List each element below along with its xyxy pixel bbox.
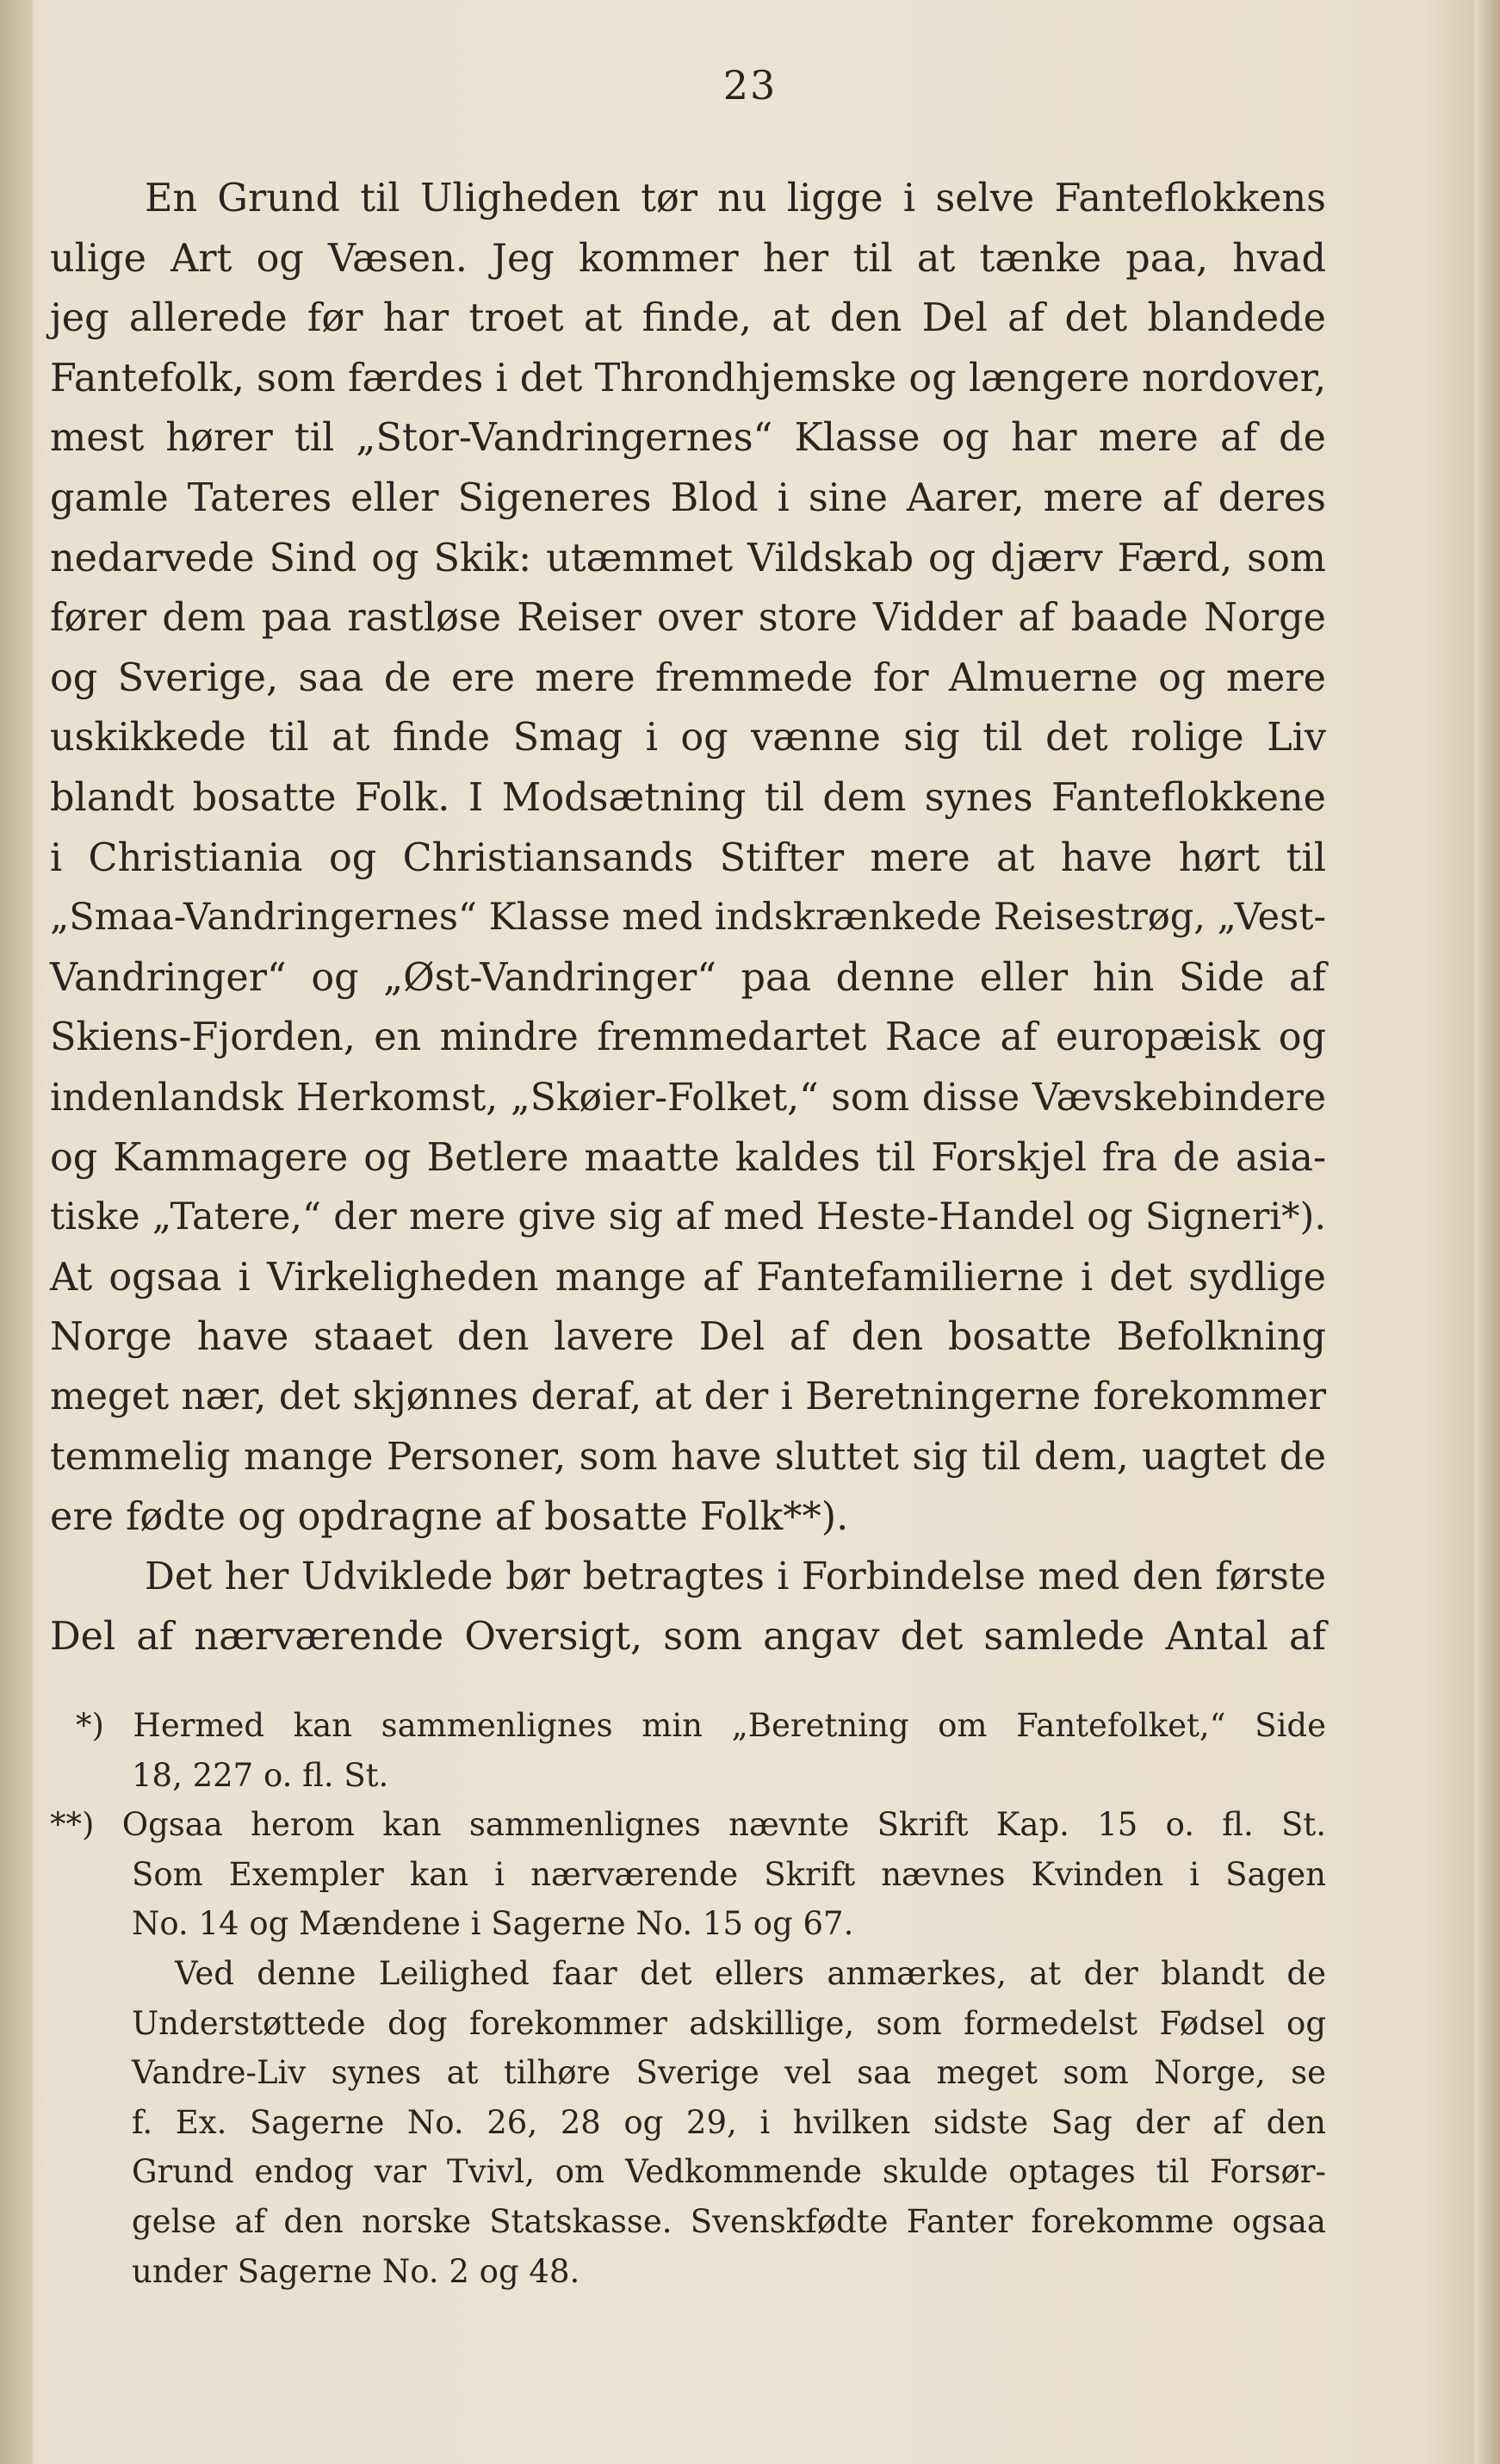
body-line: indenlandsk Herkomst, „Skøier-Folket,“ som disse Vævskebindere	[50, 1075, 1326, 1120]
body-line: Del af nærværende Oversigt, som angav det samlede Antal af	[50, 1615, 1326, 1660]
page-number: 23	[722, 62, 778, 109]
body-line: Det her Udviklede bør betragtes i Forbindelse med den første	[145, 1555, 1326, 1598]
body-line: og Kammagere og Betlere maatte kaldes til Forskjel fra de asia-	[50, 1135, 1326, 1180]
body-text	[50, 169, 1326, 1667]
body-line: ere fødte og opdragne af bosatte Folk**).	[50, 1495, 849, 1540]
body-line: temmelig mange Personer, som have sluttet sig til dem, uagtet de	[50, 1435, 1326, 1480]
page-right-edge	[1474, 0, 1500, 2464]
footnote-line: f. Ex. Sagerne No. 26, 28 og 29, i hvilken sidste Sag der af den	[132, 2103, 1326, 2141]
body-line: „Smaa-Vandringernes“ Klasse med indskrænkede Reisestrøg, „Vest-	[50, 896, 1326, 940]
footnote-line: 18, 227 o. fl. St.	[132, 1756, 389, 1794]
body-line: uskikkede til at finde Smag i og vænne sig til det rolige Liv	[50, 716, 1326, 760]
footnote-line: Ved denne Leilighed faar det ellers anmærkes, at der blandt de	[175, 1954, 1326, 1992]
body-line: Fantefolk, som færdes i det Throndhjemske og længere nordover,	[50, 356, 1327, 400]
footnote-line: Vandre-Liv synes at tilhøre Sverige vel saa meget som Norge, se	[132, 2054, 1326, 2092]
body-line: ulige Art og Væsen. Jeg kommer her til at tænke paa, hvad	[50, 236, 1326, 281]
body-line: blandt bosatte Folk. I Modsætning til dem synes Fanteflokkene	[50, 775, 1326, 820]
footnote-line: under Sagerne No. 2 og 48.	[132, 2252, 580, 2290]
body-line: fører dem paa rastløse Reiser over store Vidder af baade Norge	[50, 596, 1326, 641]
footnote-line: *) Hermed kan sammenlignes min „Beretning om Fantefolket,“ Side	[76, 1707, 1326, 1744]
body-line: og Sverige, saa de ere mere fremmede for Almuerne og mere	[50, 655, 1326, 700]
body-line: meget nær, det skjønnes deraf, at der i Beretningerne forekommer	[50, 1375, 1326, 1418]
body-line: gamle Tateres eller Sigeneres Blod i sine Aarer, mere af deres	[50, 475, 1326, 520]
footnote-line: Understøttede dog forekommer adskillige, som formedelst Fødsel og	[132, 2004, 1326, 2042]
body-line: At ogsaa i Virkeligheden mange af Fantefamilierne i det sydlige	[50, 1255, 1326, 1300]
body-line: i Christiania og Christiansands Stifter mere at have hørt til	[50, 835, 1326, 880]
footnote-line: No. 14 og Mændene i Sagerne No. 15 og 67.	[132, 1905, 854, 1943]
body-line: mest hører til „Stor-Vandringernes“ Klasse og har mere af de	[50, 416, 1326, 461]
footnote-line: gelse af den norske Statskasse. Svenskfødte Fanter forekomme ogsaa	[132, 2202, 1326, 2240]
body-line: En Grund til Uligheden tør nu ligge i selve Fanteflokkens	[145, 177, 1326, 220]
body-line: Skiens-Fjorden, en mindre fremmedartet Race af europæisk og	[50, 1015, 1326, 1060]
footnote-line: Som Exempler kan i nærværende Skrift nævnes Kvinden i Sagen	[132, 1855, 1326, 1893]
footnote-line: **) Ogsaa herom kan sammenlignes nævnte Skrift Kap. 15 o. fl. St.	[50, 1806, 1326, 1844]
body-line: Vandringer“ og „Øst-Vandringer“ paa denne eller hin Side af	[50, 955, 1326, 1000]
body-line: Norge have staaet den lavere Del af den bosatte Befolkning	[50, 1315, 1326, 1360]
footnotes	[50, 1701, 1326, 2296]
body-line: tiske „Tatere,“ der mere give sig af med Heste-Handel og Signeri*).	[50, 1195, 1326, 1239]
body-line: jeg allerede før har troet at finde, at den Del af det blandede	[50, 296, 1326, 341]
page-left-edge	[0, 0, 33, 2464]
body-line: nedarvede Sind og Skik: utæmmet Vildskab og djærv Færd, som	[50, 536, 1326, 580]
footnote-line: Grund endog var Tvivl, om Vedkommende skulde optages til Forsør-	[132, 2153, 1326, 2191]
